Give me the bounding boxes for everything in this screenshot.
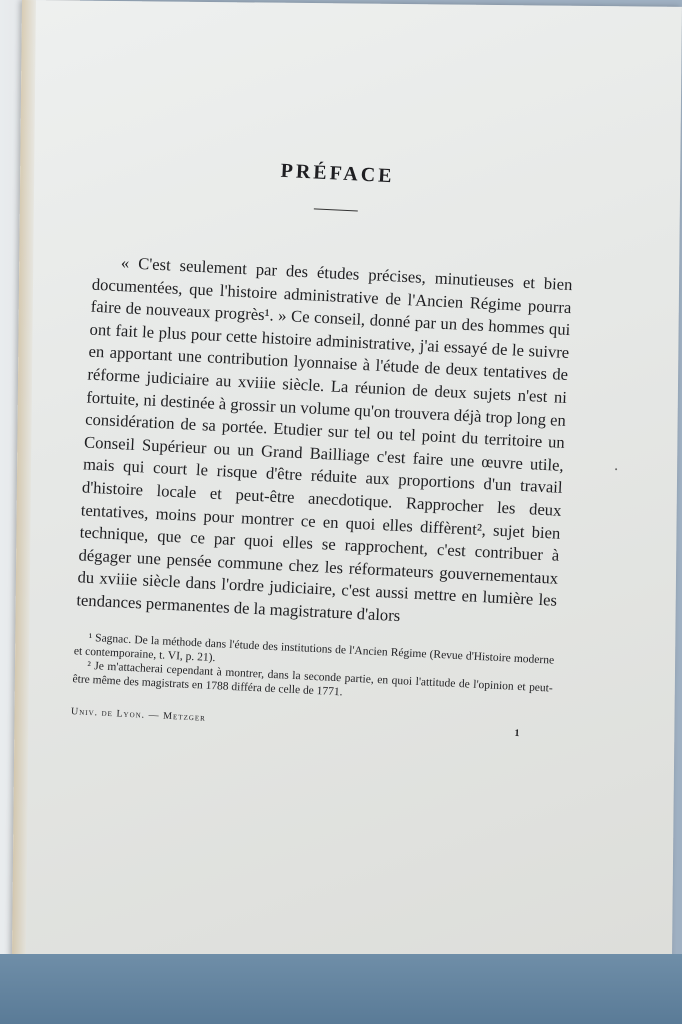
preface-paragraph: « C'est seulement par des études précises, minutieuses et bien documentées, que l'histoire administrative de l'Ancien Régime pourra faire de nouveaux progrès¹. » Ce conseil, donné par un des hommes qui ont fait le plus pour cette histoire administrative, j'ai essayé de le suivre en apportant une contribution lyonnaise à l'étude de deux tentatives de réforme judiciaire au xviiie siècle. La réunion de deux sujets n'est ni fortuite, ni destinée à grossir un volume qu'on trouvera déjà trop long en considération de sa portée. Etudier sur tel ou tel point du territoire un Conseil Supérieur ou un Grand Bailliage c'est faire une œuvre utile, mais qui court le risque d'être réduite aux proportions d'un travail d'histoire locale et peut-être anecdotique. Rapprocher les deux tentatives, moins pour montrer ce en quoi elles diffèrent², sujet bien technique, que ce par quoi elles se rapprochent, c'est contribuer à dégager une pensée commune chez les réformateurs gouvernementaux du xviiie siècle dans l'ordre judiciaire, c'est aussi mettre en lumière les tendances permanentes de la magistrature d'alors <box>76 253 573 626</box>
background-surface <box>0 954 682 1024</box>
page-title: PRÉFACE <box>280 159 396 188</box>
footnote-1: ¹ Sagnac. De la méthode dans l'étude des institutions de l'Ancien Régime (Revue d'Histoire moderne et contemporaine, t. VI, p. 21). <box>73 631 555 667</box>
page-content <box>71 151 578 740</box>
signature-line: Univ. de Lyon. — Metzger <box>70 705 207 724</box>
paper-speck <box>615 468 617 470</box>
page-footer <box>71 706 551 740</box>
footnotes <box>72 630 554 709</box>
footnote-2: ² Je m'attacherai cependant à montrer, dans la seconde partie, en quoi l'attitude de l'opinion et peut-être même des magistrats en 1788 différa de celle de 1771. <box>72 659 554 698</box>
title-rule <box>314 208 358 211</box>
book-page <box>11 0 682 1017</box>
page-number: 1 <box>514 727 521 739</box>
